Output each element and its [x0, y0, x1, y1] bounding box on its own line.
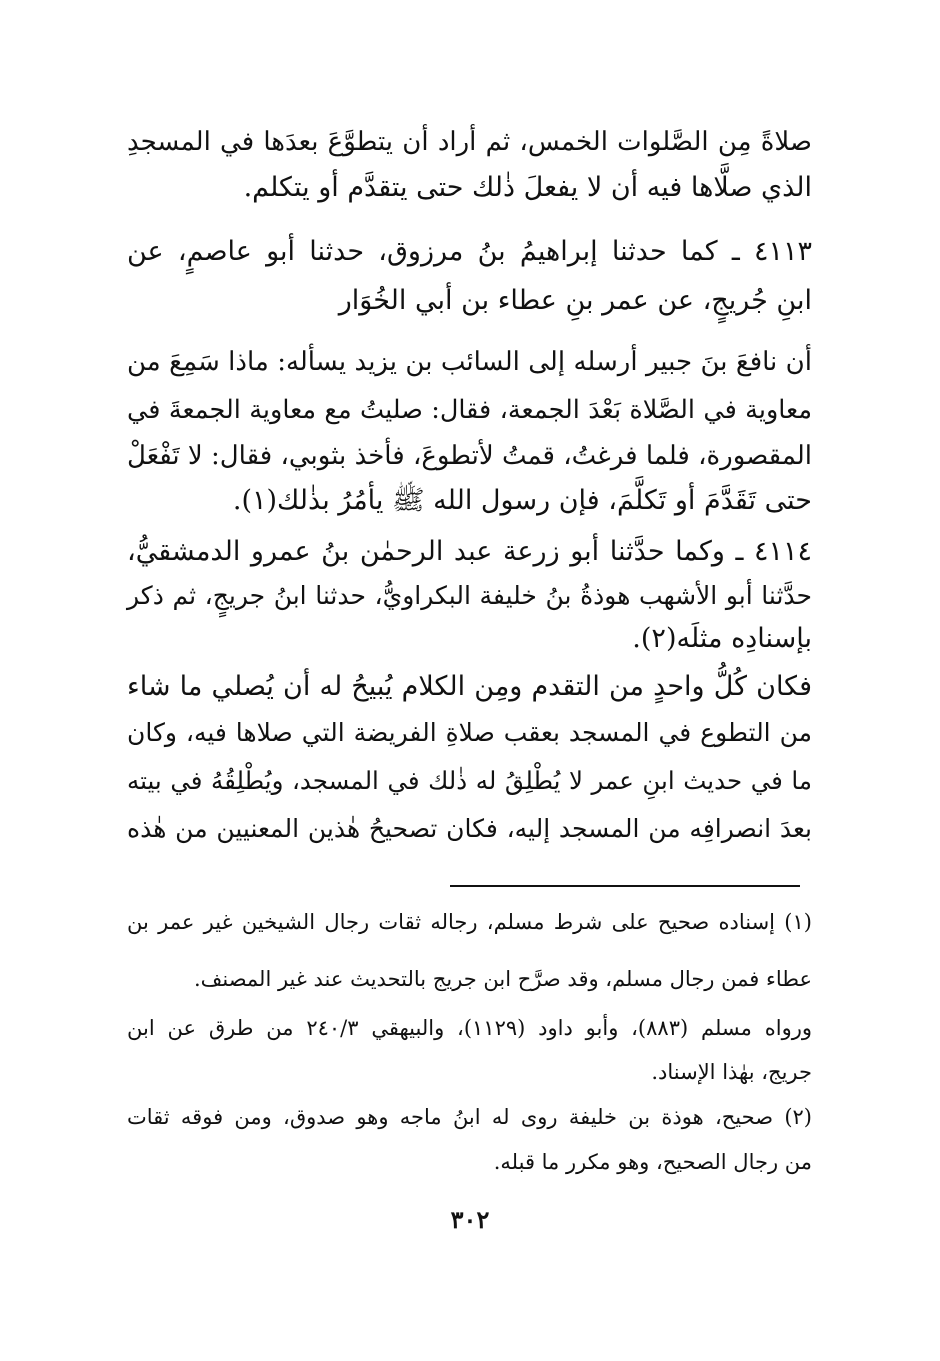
body-line: الذي صلَّاها فيه أن لا يفعلَ ذٰلك حتى يتقدَّم أو يتكلم. — [243, 172, 812, 203]
hadith-4114-line: ٤١١٤ ـ وكما حدَّثنا أبو زرعة عبد الرحمٰن بنُ عمرو الدمشقيُّ، — [127, 536, 812, 567]
footnote-separator — [450, 885, 800, 887]
body-line: معاوية في الصَّلاة بَعْدَ الجمعة، فقال: صليتُ مع معاوية الجمعةَ في — [127, 395, 812, 425]
body-line: المقصورة، فلما فرغتُ، قمتُ لأتطوعَ، فأخذ بثوبي، فقال: لا تَفْعَلْ — [127, 441, 812, 471]
body-line: حتى تَقَدَّمَ أو تَكلَّمَ، فإن رسول الله ﷺ يأمُرُ بذٰلك(١). — [232, 485, 812, 516]
body-line: حدَّثنا أبو الأشهب هوذةُ بنُ خليفة البكراويُّ، حدثنا ابنُ جريجٍ، ثم ذكر — [127, 581, 812, 610]
body-line: ما في حديث ابنِ عمر لا يُطْلِقُ له ذٰلك في المسجد، ويُطْلِقُهُ في بيته — [127, 766, 812, 795]
body-line: بإسنادِه مثلَه(٢). — [632, 623, 812, 654]
footnote-line: من رجال الصحيح، وهو مكرر ما قبله. — [493, 1150, 812, 1174]
hadith-4113-chain: ابنِ جُريجٍ، عن عمر بنِ عطاء بن أبي الخُوَار — [338, 285, 812, 316]
body-line: فكان كُلُّ واحدٍ من التقدم ومِن الكلام يُبيحُ له أن يُصلي ما شاء — [127, 671, 812, 702]
body-line: صلاةً مِن الصَّلوات الخمس، ثم أراد أن يتطوَّعَ بعدَها في المسجدِ — [127, 127, 812, 157]
hadith-4113-line: ٤١١٣ ـ كما حدثنا إبراهيمُ بنُ مرزوق، حدثنا أبو عاصمٍ، عن — [127, 236, 812, 267]
footnote-line: (٢) صحيح، هوذة بن خليفة روى له ابنُ ماجه وهو صدوق، ومن فوقه ثقات — [127, 1105, 812, 1129]
body-line: بعدَ انصرافِه من المسجد إليه، فكان تصحيحُ هٰذين المعنيين من هٰذه — [127, 814, 812, 843]
footnote-line: عطاء فمن رجال مسلم، وقد صرَّح ابن جريج بالتحديث عند غير المصنف. — [193, 967, 812, 991]
page-number: ٣٠٢ — [450, 1205, 490, 1234]
footnote-line: جريج، بهٰذا الإسناد. — [651, 1060, 812, 1084]
footnote-line: (١) إسناده صحيح على شرط مسلم، رجاله ثقات رجال الشيخين غير عمر بن — [127, 910, 812, 934]
body-line: من التطوع في المسجد بعقب صلاةِ الفريضة التي صلاها فيه، وكان — [127, 718, 812, 747]
body-line: أن نافعَ بنَ جبير أرسله إلى السائب بن يزيد يسأله: ماذا سَمِعَ من — [127, 347, 812, 377]
footnote-line: ورواه مسلم (٨٨٣)، وأبو داود (١١٢٩)، والبيهقي ٢٤٠/٣ من طرق عن ابن — [127, 1016, 812, 1040]
